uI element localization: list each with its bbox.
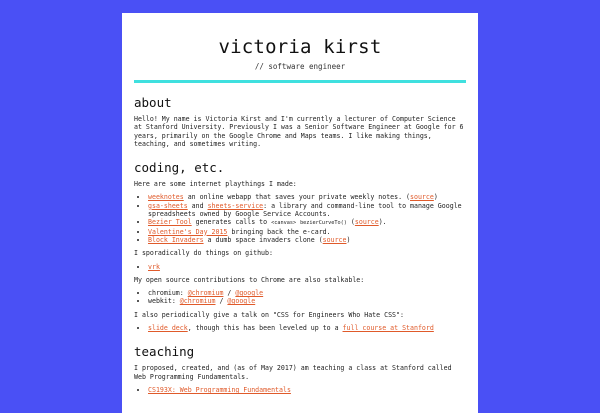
block-invaders-link[interactable]: Block Invaders (148, 235, 204, 244)
cs193x-link[interactable]: CS193X: Web Programming Fundamentals (148, 385, 291, 394)
vrk-link[interactable]: vrk (148, 262, 160, 271)
block-invaders-source-link[interactable]: source (322, 235, 347, 244)
item-text: , though this has been leveled up to a (187, 324, 343, 333)
bezier-tool-link[interactable]: Bezier Tool (148, 218, 192, 227)
coding-list (134, 193, 466, 244)
teaching-list (134, 386, 466, 394)
chrome-list (134, 289, 466, 306)
item-text: ) (346, 235, 351, 244)
github-intro: I sporadically do things on github: (134, 249, 273, 258)
teaching-heading: teaching (134, 344, 195, 360)
list-item (148, 263, 466, 271)
chrome-intro: My open source contributions to Chrome are also stalkable: (134, 275, 365, 284)
valentines-link[interactable]: Valentine's Day 2015 (148, 227, 228, 236)
item-text: ( (346, 218, 355, 227)
chromium-google-link[interactable]: @google (235, 289, 264, 298)
list-item (148, 236, 466, 244)
list-item (148, 202, 466, 219)
weeknotes-link[interactable]: weeknotes (148, 193, 184, 202)
header-divider (134, 80, 466, 83)
page-card (122, 13, 478, 413)
item-text: a dumb space invaders clone ( (203, 235, 323, 244)
item-text: bringing back the e-card. (227, 227, 331, 236)
list-item (148, 386, 466, 394)
page-subtitle: // software engineer (254, 62, 346, 71)
item-text: ). (378, 218, 387, 227)
coding-intro: Here are some internet playthings I made: (134, 180, 297, 189)
webkit-chromium-link[interactable]: @chromium (179, 297, 216, 306)
sheets-service-link[interactable]: sheets-service (207, 201, 264, 210)
coding-heading: coding, etc. (134, 160, 225, 176)
weeknotes-source-link[interactable]: source (410, 193, 434, 202)
webkit-google-link[interactable]: @google (227, 297, 256, 306)
list-item (148, 228, 466, 236)
separator: / (215, 297, 228, 306)
talk-intro: I also periodically give a talk on "CSS for Engineers Who Hate CSS": (134, 310, 404, 319)
item-text: and (187, 201, 208, 210)
list-item (148, 297, 466, 305)
code-snippet: <canvas> (271, 220, 297, 227)
page-title: victoria kirst (218, 36, 382, 58)
bezier-source-link[interactable]: source (354, 218, 379, 227)
chromium-chromium-link[interactable]: @chromium (187, 289, 224, 298)
item-text: generates calls to (191, 218, 272, 227)
teaching-text: I proposed, created, and (as of May 2017) am teaching a class at Stanford called Web Programming Fundamentals. (134, 364, 452, 381)
talk-list (134, 324, 466, 332)
item-text: an online webapp that saves your private weekly notes. ( (183, 193, 411, 202)
code-snippet: bezierCurveTo() (300, 220, 347, 227)
slide-deck-link[interactable]: slide deck (148, 324, 188, 333)
separator: / (223, 289, 236, 298)
github-list (134, 263, 466, 271)
list-item (148, 324, 466, 332)
gsa-sheets-link[interactable]: gsa-sheets (148, 201, 188, 210)
about-heading: about (134, 95, 172, 110)
item-label: chromium: (148, 289, 188, 298)
about-text: Hello! My name is Victoria Kirst and I'm currently a lecturer of Computer Science at Stanford University. Previously I was a Senior Software Engineer at Google for 6 years, primarily on the Google Chrome and Maps teams. I like making things, teaching, and sometimes writing. (134, 115, 464, 148)
item-text: : a library and command-line tool to manage Google spreadsheets owned by Google Service Accounts. (148, 201, 462, 219)
list-item (148, 193, 466, 201)
full-course-link[interactable]: full course at Stanford (342, 324, 434, 333)
item-label: webkit: (148, 297, 180, 306)
list-item (148, 218, 466, 227)
item-text: ) (433, 193, 438, 202)
list-item (148, 289, 466, 297)
